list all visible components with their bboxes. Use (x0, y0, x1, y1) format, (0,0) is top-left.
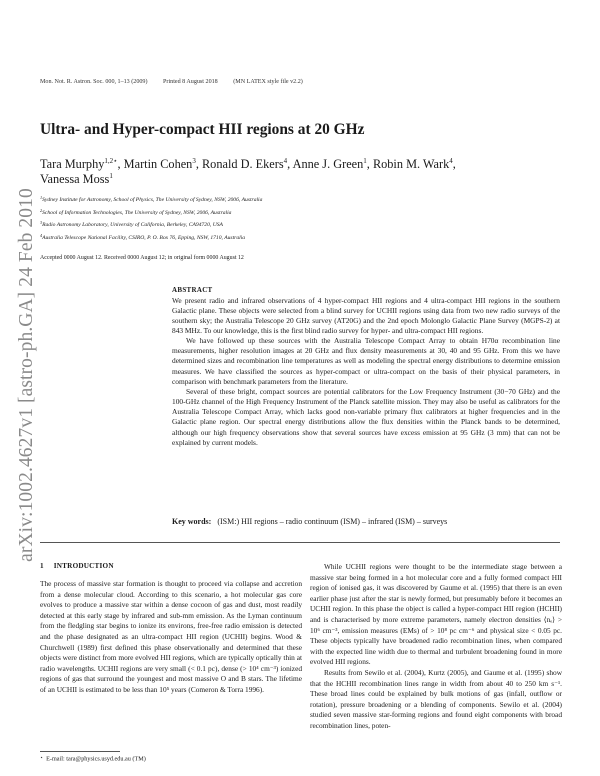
printed-date: Printed 8 August 2018 (163, 79, 218, 85)
affiliation: $^2$School of Information Technologies, The University of Sydney, NSW, 2006, Australia (40, 207, 232, 216)
footnote (40, 755, 300, 763)
keywords-label: Key words: (172, 517, 212, 526)
author-list (40, 157, 570, 187)
footnote-marker: ⋆ (40, 756, 44, 761)
author: Robin M. Wark$^4$, (372, 157, 456, 171)
body-paragraph: The process of massive star formation is thought to proceed via collapse and accretion from a dense molecular cloud. According to this scenario, a hot molecular gas core evolves to produce a massive star within a dense cocoon of gas and dust, most readily detected at this early stage by infrared and sub-mm emission. As the Lyman continuum from the fledgling star begins to ionize its environs, free-free radio emission is detected and the phase designated as an ultra-compact HII region (UCHII) begins. Wood & Churchwell (1989) first defined this phase observationally and determined that these objects were distinct from more evolved HII regions, which are typically optically thin at radio wavelengths. UCHII regions are very small (< 0.1 pc), dense (> 10⁴ cm⁻³) ionized regions of gas that surround the youngest and most massive O and B stars. The lifetime of an UCHII is estimated to be less than 10⁵ years (Comeron & Torra 1996). (40, 579, 302, 694)
abstract (172, 286, 560, 448)
left-column (40, 562, 302, 696)
affiliation: $^1$Sydney Institute for Astronomy, School of Physics, The University of Sydney, NSW, 2006, Australia (40, 195, 263, 203)
received-dates: Accepted 0000 August 12. Received 0000 August 12; in original form 0000 August 12 (40, 255, 244, 261)
author: Martin Cohen$^3$, (123, 157, 202, 171)
right-column (310, 562, 562, 732)
section-divider (40, 542, 560, 543)
author: Tara Murphy$^{1,2⋆}$, (40, 157, 124, 171)
abstract-heading: ABSTRACT (172, 286, 213, 294)
journal-header (40, 79, 560, 85)
affiliation-list (40, 193, 560, 243)
paper-title: Ultra- and Hyper-compact HII regions at 20 GHz (40, 121, 365, 138)
section-number: 1 (40, 562, 44, 570)
author: Ronald D. Ekers$^4$, (201, 157, 293, 171)
footnote-text: E-mail: tara@physics.usyd.edu.au (TM) (46, 755, 146, 763)
arxiv-identifier-text: arXiv:1002.4627v1 [astro-ph.GA] 24 Feb 2010 (16, 188, 37, 562)
body-paragraph: While UCHII regions were thought to be the intermediate stage between a massive star being formed in a hot molecular core and a fully formed compact HII region of ionised gas, it was discovered by Gaume et al. (1995) that there is an even earlier phase just after the star is newly formed, but presumably before it becomes an UCHII region. In this phase the object is called a hyper-compact HII region (HCHII) and is characterised by more extreme parameters, namely electron densities ⟨nₑ⟩ > 10⁶ cm⁻³, emission measures (EMs) of > 10⁸ pc cm⁻⁶ and physical size < 0.05 pc. These objects typically have broadened radio recombination lines, when compared with the expected line width due to thermal and turbulent broadening found in more evolved HII regions. (310, 562, 562, 667)
author: Anne J. Green$^1$, (292, 157, 373, 171)
footnote-divider (40, 751, 120, 752)
affiliation: $^3$Radio Astronomy Laboratory, University of California, Berkeley, CA94720, USA (40, 220, 223, 229)
section-title: INTRODUCTION (53, 562, 114, 570)
keywords-text: (ISM:) HII regions – radio continuum (ISM) – infrared (ISM) – surveys (217, 517, 448, 526)
section-heading (40, 562, 302, 570)
journal-citation: Mon. Not. R. Astron. Soc. 000, 1–13 (2009) (40, 79, 148, 85)
keywords (172, 517, 572, 526)
body-paragraph: Results from Sewilo et al. (2004), Kurtz (2005), and Gaume et al. (1995) show that the HCHII recombination lines range in width from about 40 to 250 km s⁻¹. These broad lines could be explained by bulk motions of gas (infall, outflow or rotation), pressure broadening or a blending of components. Sewilo et al. (2004) studied seven massive star-forming regions and found eight components with broad recombination lines, poten- (310, 667, 562, 730)
abstract-paragraph: We have followed up these sources with the Australia Telescope Compact Array to obtain H70α recombination line measurements, higher resolution images at 20 GHz and flux density measurements at 30, 40 and 95 GHz. From this we have determined sizes and recombination line temperatures as well as modeling the spectral energy distributions to determine emission measures. We have classified the sources as hyper-compact or ultra-compact on the basis of their physical parameters, in comparison with benchmark parameters from the literature. (172, 336, 560, 386)
author: Vanessa Moss$^1$ (40, 172, 113, 186)
affiliation: $^4$Australia Telescope National Facility, CSIRO, P. O. Box 76, Epping, NSW, 1710, Australia (40, 232, 246, 241)
arxiv-identifier-stamp (12, 170, 42, 580)
style-file-note: (MN LATEX style file v2.2) (233, 79, 303, 85)
abstract-paragraph: We present radio and infrared observations of 4 hyper-compact HII regions and 4 ultra-compact HII regions in the southern Galactic plane. These objects were selected from a blind survey for UCHII regions using data from two new radio surveys of the southern sky; the Australia Telescope 20 GHz survey (AT20G) and the 2nd epoch Molonglo Galactic Plane Survey (MGPS-2) at 843 MHz. To our knowledge, this is the first blind radio survey for hyper- and ultra-compact HII regions. (172, 295, 560, 335)
abstract-paragraph: Several of these bright, compact sources are potential calibrators for the Low Frequency Instrument (30−70 GHz) and the 100-GHz channel of the High Frequency Instrument of the Planck satellite mission. They may also be useful as calibrators for the Australia Telescope Compact Array, which lacks good non-variable primary flux calibrators at higher frequencies and in the Galactic plane region. Our spectral energy distributions allow the flux densities within the Planck bands to be determined, although our high frequency observations show that several sources have excess emission at 95 GHz (3 mm) that can not be explained by current models. (172, 386, 560, 447)
